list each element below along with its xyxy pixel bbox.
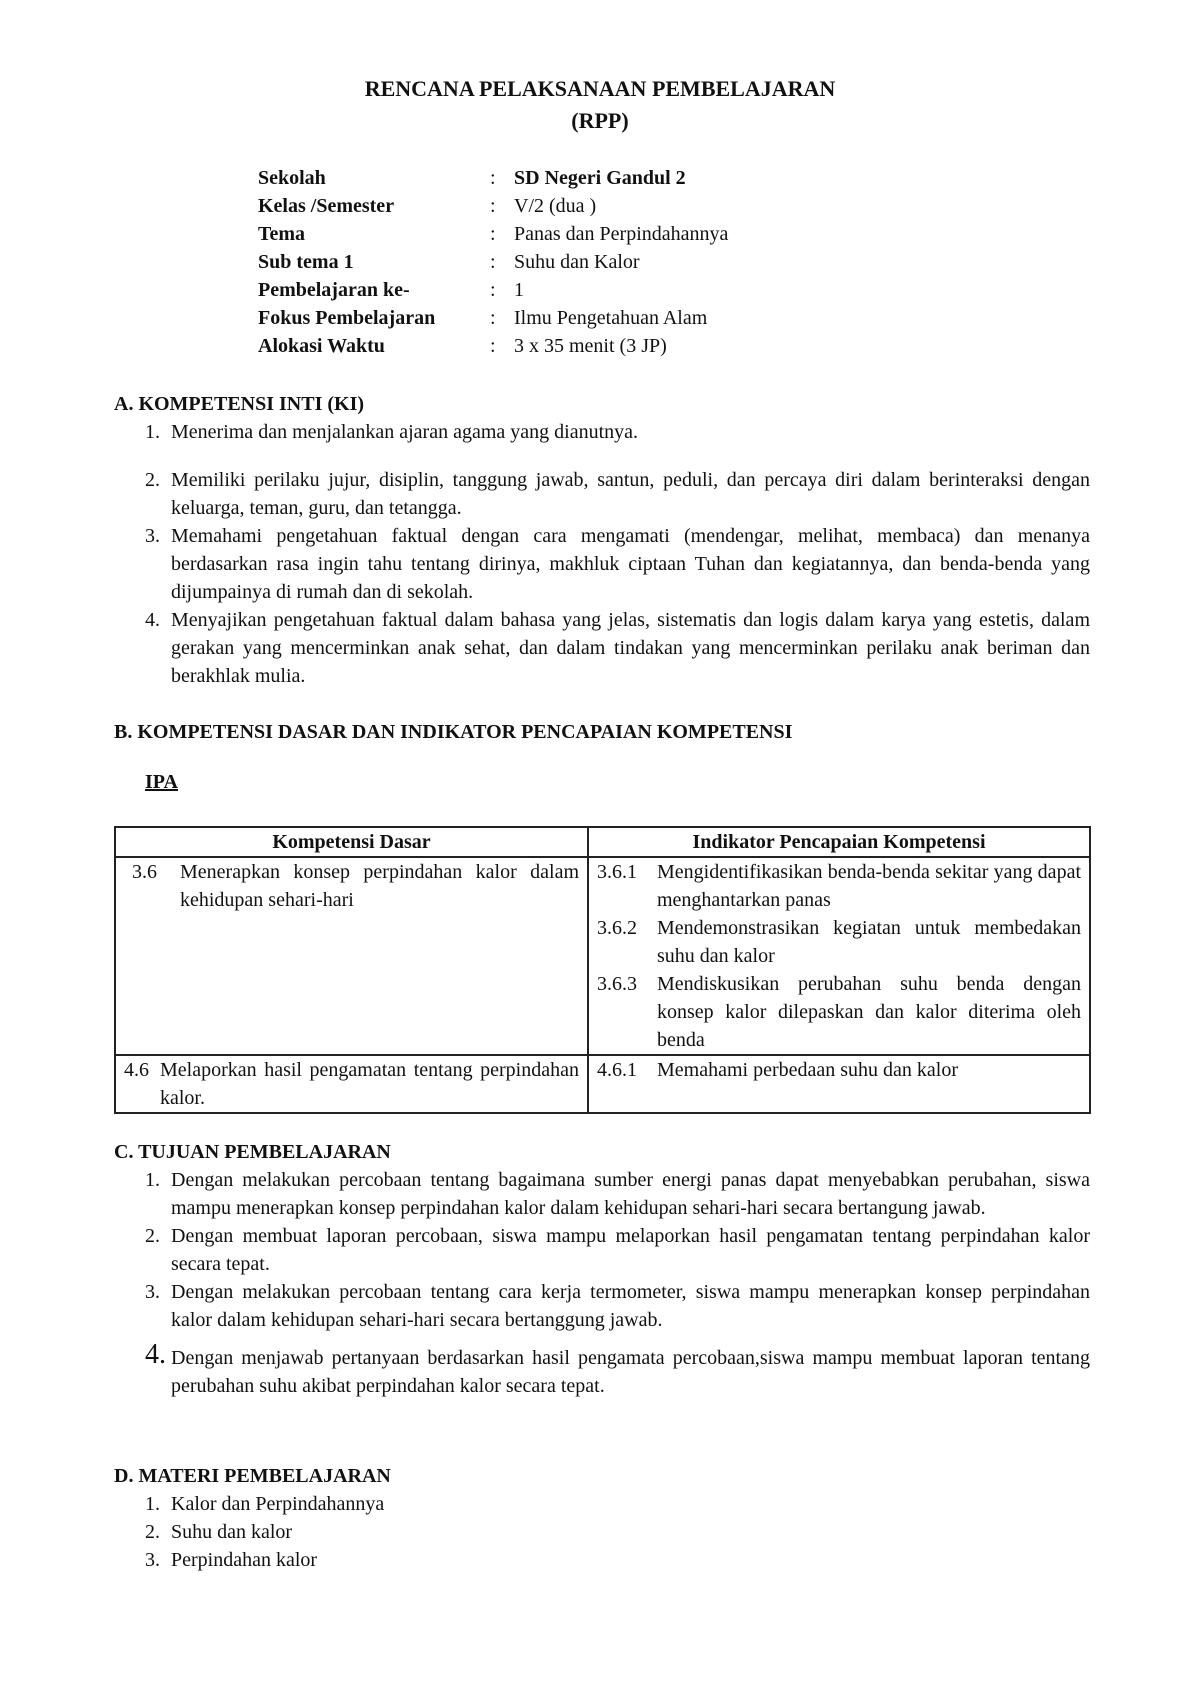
info-value: Panas dan Perpindahannya <box>514 223 729 245</box>
indicator-code: 3.6.2 <box>597 917 637 939</box>
indicator-text: Mengidentifikasikan benda-benda sekitar yang dapat menghantarkan panas <box>657 861 1081 911</box>
kd-cell <box>115 1055 588 1113</box>
list-number: 3. <box>145 1549 160 1571</box>
list-item <box>145 1546 1090 1574</box>
table-row <box>115 1055 1090 1113</box>
list-number: 4. <box>145 1339 166 1370</box>
info-key: Pembelajaran ke- <box>258 279 410 301</box>
info-table <box>258 164 728 360</box>
section-a-heading: A. KOMPETENSI INTI (KI) <box>114 393 365 415</box>
table-header-kd: Kompetensi Dasar <box>115 827 588 857</box>
indicator-item <box>597 858 1081 914</box>
list-item <box>145 1518 1090 1546</box>
info-value: 3 x 35 menit (3 JP) <box>514 335 667 357</box>
indicator-item <box>597 914 1081 970</box>
info-colon: : <box>490 251 496 273</box>
info-colon: : <box>490 307 496 329</box>
list-item <box>145 1222 1090 1278</box>
kd-item <box>124 1056 579 1112</box>
info-key: Alokasi Waktu <box>258 335 385 357</box>
kd-text: Melaporkan hasil pengamatan tentang perpindahan kalor. <box>160 1059 579 1109</box>
list-text: Dengan menjawab pertanyaan berdasarkan hasil pengamata percobaan,siswa mampu membuat laporan tentang perubahan suhu akibat perpindahan kalor secara tepat. <box>171 1347 1090 1397</box>
info-key: Fokus Pembelajaran <box>258 307 436 329</box>
list-text: Kalor dan Perpindahannya <box>171 1493 385 1515</box>
kd-cell <box>115 857 588 1055</box>
list-item <box>145 1339 1090 1400</box>
list-number: 2. <box>145 469 160 491</box>
document-title: RENCANA PELAKSANAAN PEMBELAJARAN <box>364 76 836 101</box>
list-text: Menerima dan menjalankan ajaran agama yang dianutnya. <box>171 421 639 443</box>
kd-item <box>132 858 579 914</box>
info-row <box>258 192 728 220</box>
info-colon: : <box>490 279 496 301</box>
kd-code: 3.6 <box>132 861 157 883</box>
document-subtitle: (RPP) <box>571 108 629 133</box>
info-key: Kelas /Semester <box>258 195 395 217</box>
info-colon: : <box>490 167 496 189</box>
section-a-list <box>145 418 1090 690</box>
section-c-list <box>145 1166 1090 1400</box>
list-number: 2. <box>145 1521 160 1543</box>
indicator-text: Mendemonstrasikan kegiatan untuk membedakan suhu dan kalor <box>657 917 1081 967</box>
section-d-heading: D. MATERI PEMBELAJARAN <box>114 1465 391 1487</box>
list-text: Memiliki perilaku jujur, disiplin, tanggung jawab, santun, peduli, dan percaya diri dalam berinteraksi dengan keluarga, teman, guru, dan tetangga. <box>171 469 1090 519</box>
table-header-row <box>115 827 1090 857</box>
indicator-code: 3.6.1 <box>597 861 637 883</box>
list-text: Menyajikan pengetahuan faktual dalam bahasa yang jelas, sistematis dan logis dalam karya yang estetis, dalam gerakan yang mencerminkan anak sehat, dan dalam tindakan yang mencerminkan perilaku anak beriman dan berakhlak mulia. <box>171 609 1090 687</box>
section-b-heading: B. KOMPETENSI DASAR DAN INDIKATOR PENCAPAIAN KOMPETENSI <box>114 721 793 743</box>
section-c-heading: C. TUJUAN PEMBELAJARAN <box>114 1141 391 1163</box>
indicator-text: Memahami perbedaan suhu dan kalor <box>657 1059 959 1081</box>
kd-text: Menerapkan konsep perpindahan kalor dalam kehidupan sehari-hari <box>180 861 579 911</box>
info-key: Sekolah <box>258 167 326 189</box>
indicator-cell <box>588 1055 1090 1113</box>
info-value: SD Negeri Gandul 2 <box>514 167 686 189</box>
list-text: Memahami pengetahuan faktual dengan cara mengamati (mendengar, melihat, membaca) dan menanya berdasarkan rasa ingin tahu tentang dirinya, makhluk ciptaan Tuhan dan kegiatannya, dan benda-benda yang dijumpainya di rumah dan di sekolah. <box>171 525 1090 603</box>
table-header-indicator: Indikator Pencapaian Kompetensi <box>588 827 1090 857</box>
kd-code: 4.6 <box>124 1059 149 1081</box>
list-item <box>145 418 1090 446</box>
info-row <box>258 248 728 276</box>
info-row <box>258 276 728 304</box>
list-number: 1. <box>145 421 160 443</box>
list-number: 4. <box>145 609 160 631</box>
info-value: Suhu dan Kalor <box>514 251 640 273</box>
list-number: 2. <box>145 1225 160 1247</box>
info-value: Ilmu Pengetahuan Alam <box>514 307 708 329</box>
info-colon: : <box>490 195 496 217</box>
indicator-code: 3.6.3 <box>597 973 637 995</box>
indicator-item <box>597 970 1081 1054</box>
list-text: Perpindahan kalor <box>171 1549 318 1571</box>
subject-label: IPA <box>145 771 178 793</box>
info-value: V/2 (dua ) <box>514 195 597 217</box>
info-colon: : <box>490 223 496 245</box>
list-text: Dengan melakukan percobaan tentang bagaimana sumber energi panas dapat menyebabkan perubahan, siswa mampu menerapkan konsep perpindahan kalor dalam kehidupan sehari-hari secara bertangung jawab. <box>171 1169 1090 1219</box>
list-item <box>145 466 1090 522</box>
info-row <box>258 164 728 192</box>
indicator-item <box>597 1056 1081 1084</box>
list-number: 3. <box>145 1281 160 1303</box>
info-colon: : <box>490 335 496 357</box>
table-row <box>115 857 1090 1055</box>
info-row <box>258 220 728 248</box>
list-number: 1. <box>145 1169 160 1191</box>
competency-table <box>114 826 1091 1114</box>
list-number: 1. <box>145 1493 160 1515</box>
info-row <box>258 304 728 332</box>
info-key: Sub tema 1 <box>258 251 354 273</box>
list-text: Dengan melakukan percobaan tentang cara kerja termometer, siswa mampu menerapkan konsep perpindahan kalor dalam kehidupan sehari-hari secara bertanggung jawab. <box>171 1281 1090 1331</box>
indicator-cell <box>588 857 1090 1055</box>
list-number: 3. <box>145 525 160 547</box>
info-key: Tema <box>258 223 306 245</box>
info-row <box>258 332 728 360</box>
list-item <box>145 522 1090 606</box>
info-value: 1 <box>514 279 524 301</box>
list-item <box>145 1490 1090 1518</box>
list-item <box>145 1278 1090 1334</box>
indicator-code: 4.6.1 <box>597 1059 637 1081</box>
section-d-list <box>145 1490 1090 1574</box>
list-item <box>145 606 1090 690</box>
indicator-text: Mendiskusikan perubahan suhu benda dengan konsep kalor dilepaskan dan kalor diterima oleh benda <box>657 973 1081 1051</box>
list-text: Dengan membuat laporan percobaan, siswa mampu melaporkan hasil pengamatan tentang perpindahan kalor secara tepat. <box>171 1225 1090 1275</box>
list-item <box>145 1166 1090 1222</box>
list-text: Suhu dan kalor <box>171 1521 293 1543</box>
